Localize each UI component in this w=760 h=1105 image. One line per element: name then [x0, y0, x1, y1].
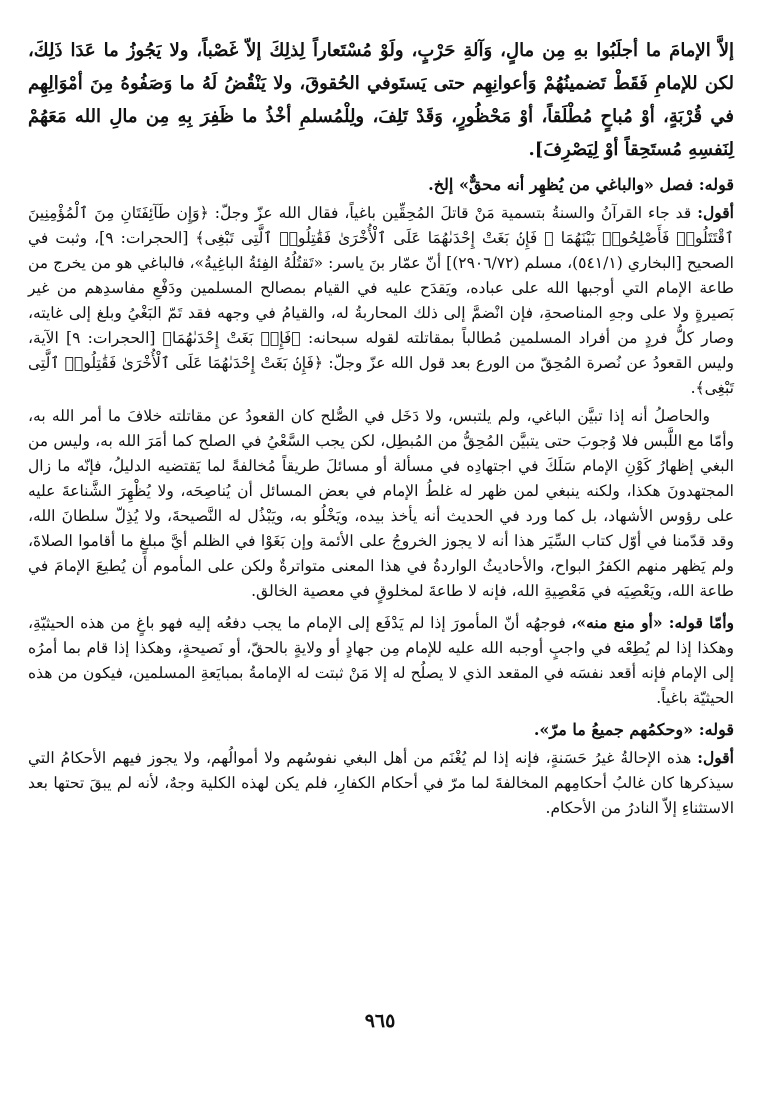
- matn-paragraph: [28, 34, 734, 166]
- document-page: [28, 34, 734, 1074]
- commentary-paragraph: [28, 200, 734, 401]
- commentary-text: قد جاء القرآنُ والسنةُ بتسمية مَنْ قاتلَ المُحِقِّين باغياً، فقال الله عزّ وجلّ: ﴿وَإِن طَآئِفَتَانِ مِنَ ٱلْمُؤْمِنِينَ ٱقْتَتَلُوا۟ فَأَصْلِحُوا۟ بَيْنَهُمَا ۖ فَإِنۢ بَغَتْ إِحْدَىٰهُمَا عَلَى ٱلْأُخْرَىٰ فَقَٰتِلُوا۟ ٱلَّتِى تَبْغِى﴾ [الحجرات: ٩]، وثبت في الصحيح [البخاري (٥٤١/١)، مسلم (٢٩٠٦/٧٢)] أنّ عمّار بنَ ياسر: «تَقتُلُهُ الفِئةُ الباغِيةُ»، فالباغي هو من يخرج من طاعة الإمام التي أوجبها الله على عباده، ويَقدَح عليه في القيام بمصالح المسلمين ودَفْعِ مفاسدِهم من غير بَصيرةٍ ولا على وجهِ المناصحةِ، فإن انْضمَّ إلى ذلك المحاربةُ له، والقيامُ في وجهه فقد تَمّ البَغْيُ وبلغ إلى غايته، وصار كلُّ فردٍ من أفراد المسلمين مُطالباً بمقاتلته لقوله سبحانه: ﴿فَإِنۢ بَغَتْ إِحْدَىٰهُمَا﴾ [الحجرات: ٩] الآية، وليس القعودُ عن نُصرة المُحِقّ من الورع بعد قول الله عزّ وجلّ: ﴿فَإِنۢ بَغَتْ إِحْدَىٰهُمَا عَلَى ٱلْأُخْرَىٰ فَقَٰتِلُوا۟ ٱلَّتِى تَبْغِى﴾.: [28, 204, 735, 397]
- matn-text: إلاَّ الإمامَ ما أجلَبُوا بهِ مِن مالٍ، وَآلةِ حَرْبٍ، ولَوْ مُسْتَعاراً لِذلِكَ إلاّ غَصْباً، ولا يَجُوزُ ما عَدَا ذَلِكَ، لكن للإمامِ فَقَطْ تَضمينُهُمْ وَأعوانِهِم حتى يَستَوفي الحُقوقَ، ولا يَنْقُضُ لَهُ ما وَصَفُوهُ مِنَ أمْوَالِهِم في قُرْبَةٍ، أوْ مُباحٍ مُطْلَقاً، أوْ مَحْظُورٍ، وَقَدْ تَلِفَ، ولِلْمُسلمِ أخْذُ ما ظَفِرَ بِهِ مِن مالِ الله مَعَهُمْ لِنَفسِهِ مُستَحِقاً أوْ لِيَصْرِفَ].: [28, 40, 734, 160]
- refusal-lead: وأمّا قوله: «أو منع منه»،: [571, 613, 735, 632]
- summary-paragraph: [28, 404, 734, 604]
- ruling-heading: [28, 717, 734, 742]
- section-heading-text: فصل «والباغي من يُظهِر أنه محقٌّ» إلخ.: [428, 175, 699, 194]
- ruling-heading-lead: قوله:: [698, 720, 734, 739]
- ruling-commentary: [28, 745, 734, 821]
- section-heading: [28, 172, 734, 197]
- ruling-commentary-text: هذه الإحالةُ غيرُ حَسَنةٍ، فإنه إذا لم يُغْنَم من أهل البغي نفوسُهم ولا أموالُهم، ولا يجوز فيهم الأحكامُ التي سيذكرها كان غالبُ أحكامِهم المخالفةَ لما مرّ في أحكام الكفارِ، فلم يكن لهذه الكلية وجهٌ، لأنه لم يبقَ تحتها بعد الاستثناءِ إلاّ النادرُ من الأحكام.: [28, 749, 734, 817]
- ruling-commentary-lead: أقول:: [697, 748, 734, 767]
- summary-text: والحاصلُ أنه إذا تبيَّن الباغي، ولم يلتبس، ولا دَخَل في الصُّلح كان القعودُ عن مقاتلته خلافَ ما أمر الله به، وأمّا مع اللَّبس فلا وُجوبَ حتى يتبيَّن المُحِقُّ من المُبطِل، لكن يجب السَّعْيُ في الصلح كما أمَرَ الله به، وليس من البغي إظهارُ كَوْنِ الإمام سَلَكَ في اجتهادِه في مسألة أو مسائلَ طريقاً مُخالفةً لما يَقتضيه الدليلُ، فإنّه ما زال المجتهدونَ هكذا، ولكنه ينبغي لمن ظهر له غلطُ الإمام في بعض المسائل أن يُناصِحَه، ولا يُظْهِرَ الشَّناعةَ عليه على رؤوس الأشهاد، بل كما ورد في الحديث أنه يأخذ بيده، ويَخْلُو به، ويَبْذُل له النَّصيحةَ، ولا يُذِلّ سلطانَ الله، وقد قدّمنا في أوّل كتاب السِّيَر هذا أنه لا يجوز الخروجُ على الأئمة وإن بَغَوْا في الظلم أيَّ مبلغٍ ما أقاموا الصلاةَ، ولم يَظهر منهم الكفرُ البواح، والأحاديثُ الواردةُ في هذا المعنى متواترةٌ ولكن على المأموم أن يُطيعَ الإمامَ في طاعة الله، ويَعْصِيَه في مَعْصِيةِ الله، فإنه لا طاعةَ لمخلوقٍ في معصية الخالق.: [28, 407, 734, 600]
- section-heading-lead: قوله:: [698, 175, 734, 194]
- refusal-paragraph: [28, 610, 734, 711]
- ruling-heading-text: «وحكمُهم جميعُ ما مرّ».: [533, 720, 699, 739]
- refusal-text: فوجهُه أنّ المأمورَ إذا لم يَدْفَع إلى الإمام ما يجب دفعُه إليه فهو باغٍ من هذه الحيثيّةِ، وهكذا إذا لم يُطِعْه في واجبٍ أوجبه الله عليه للإمام مِن جهادٍ أو ولايةٍ بالحقّ، أو نَصيحةٍ، وهكذا إذا قام بما أمرُه إلى الإمام فإنه أقعد نفسَه في المقعد الذي لا يصلُح له إلا مَنْ ثبتت له الإمامةُ بمبايَعةِ المسلمين، فيكون من هذه الحيثيّة باغياً.: [28, 614, 734, 707]
- page-number: ٩٦٥: [364, 1010, 396, 1032]
- commentary-lead: أقول:: [697, 203, 734, 222]
